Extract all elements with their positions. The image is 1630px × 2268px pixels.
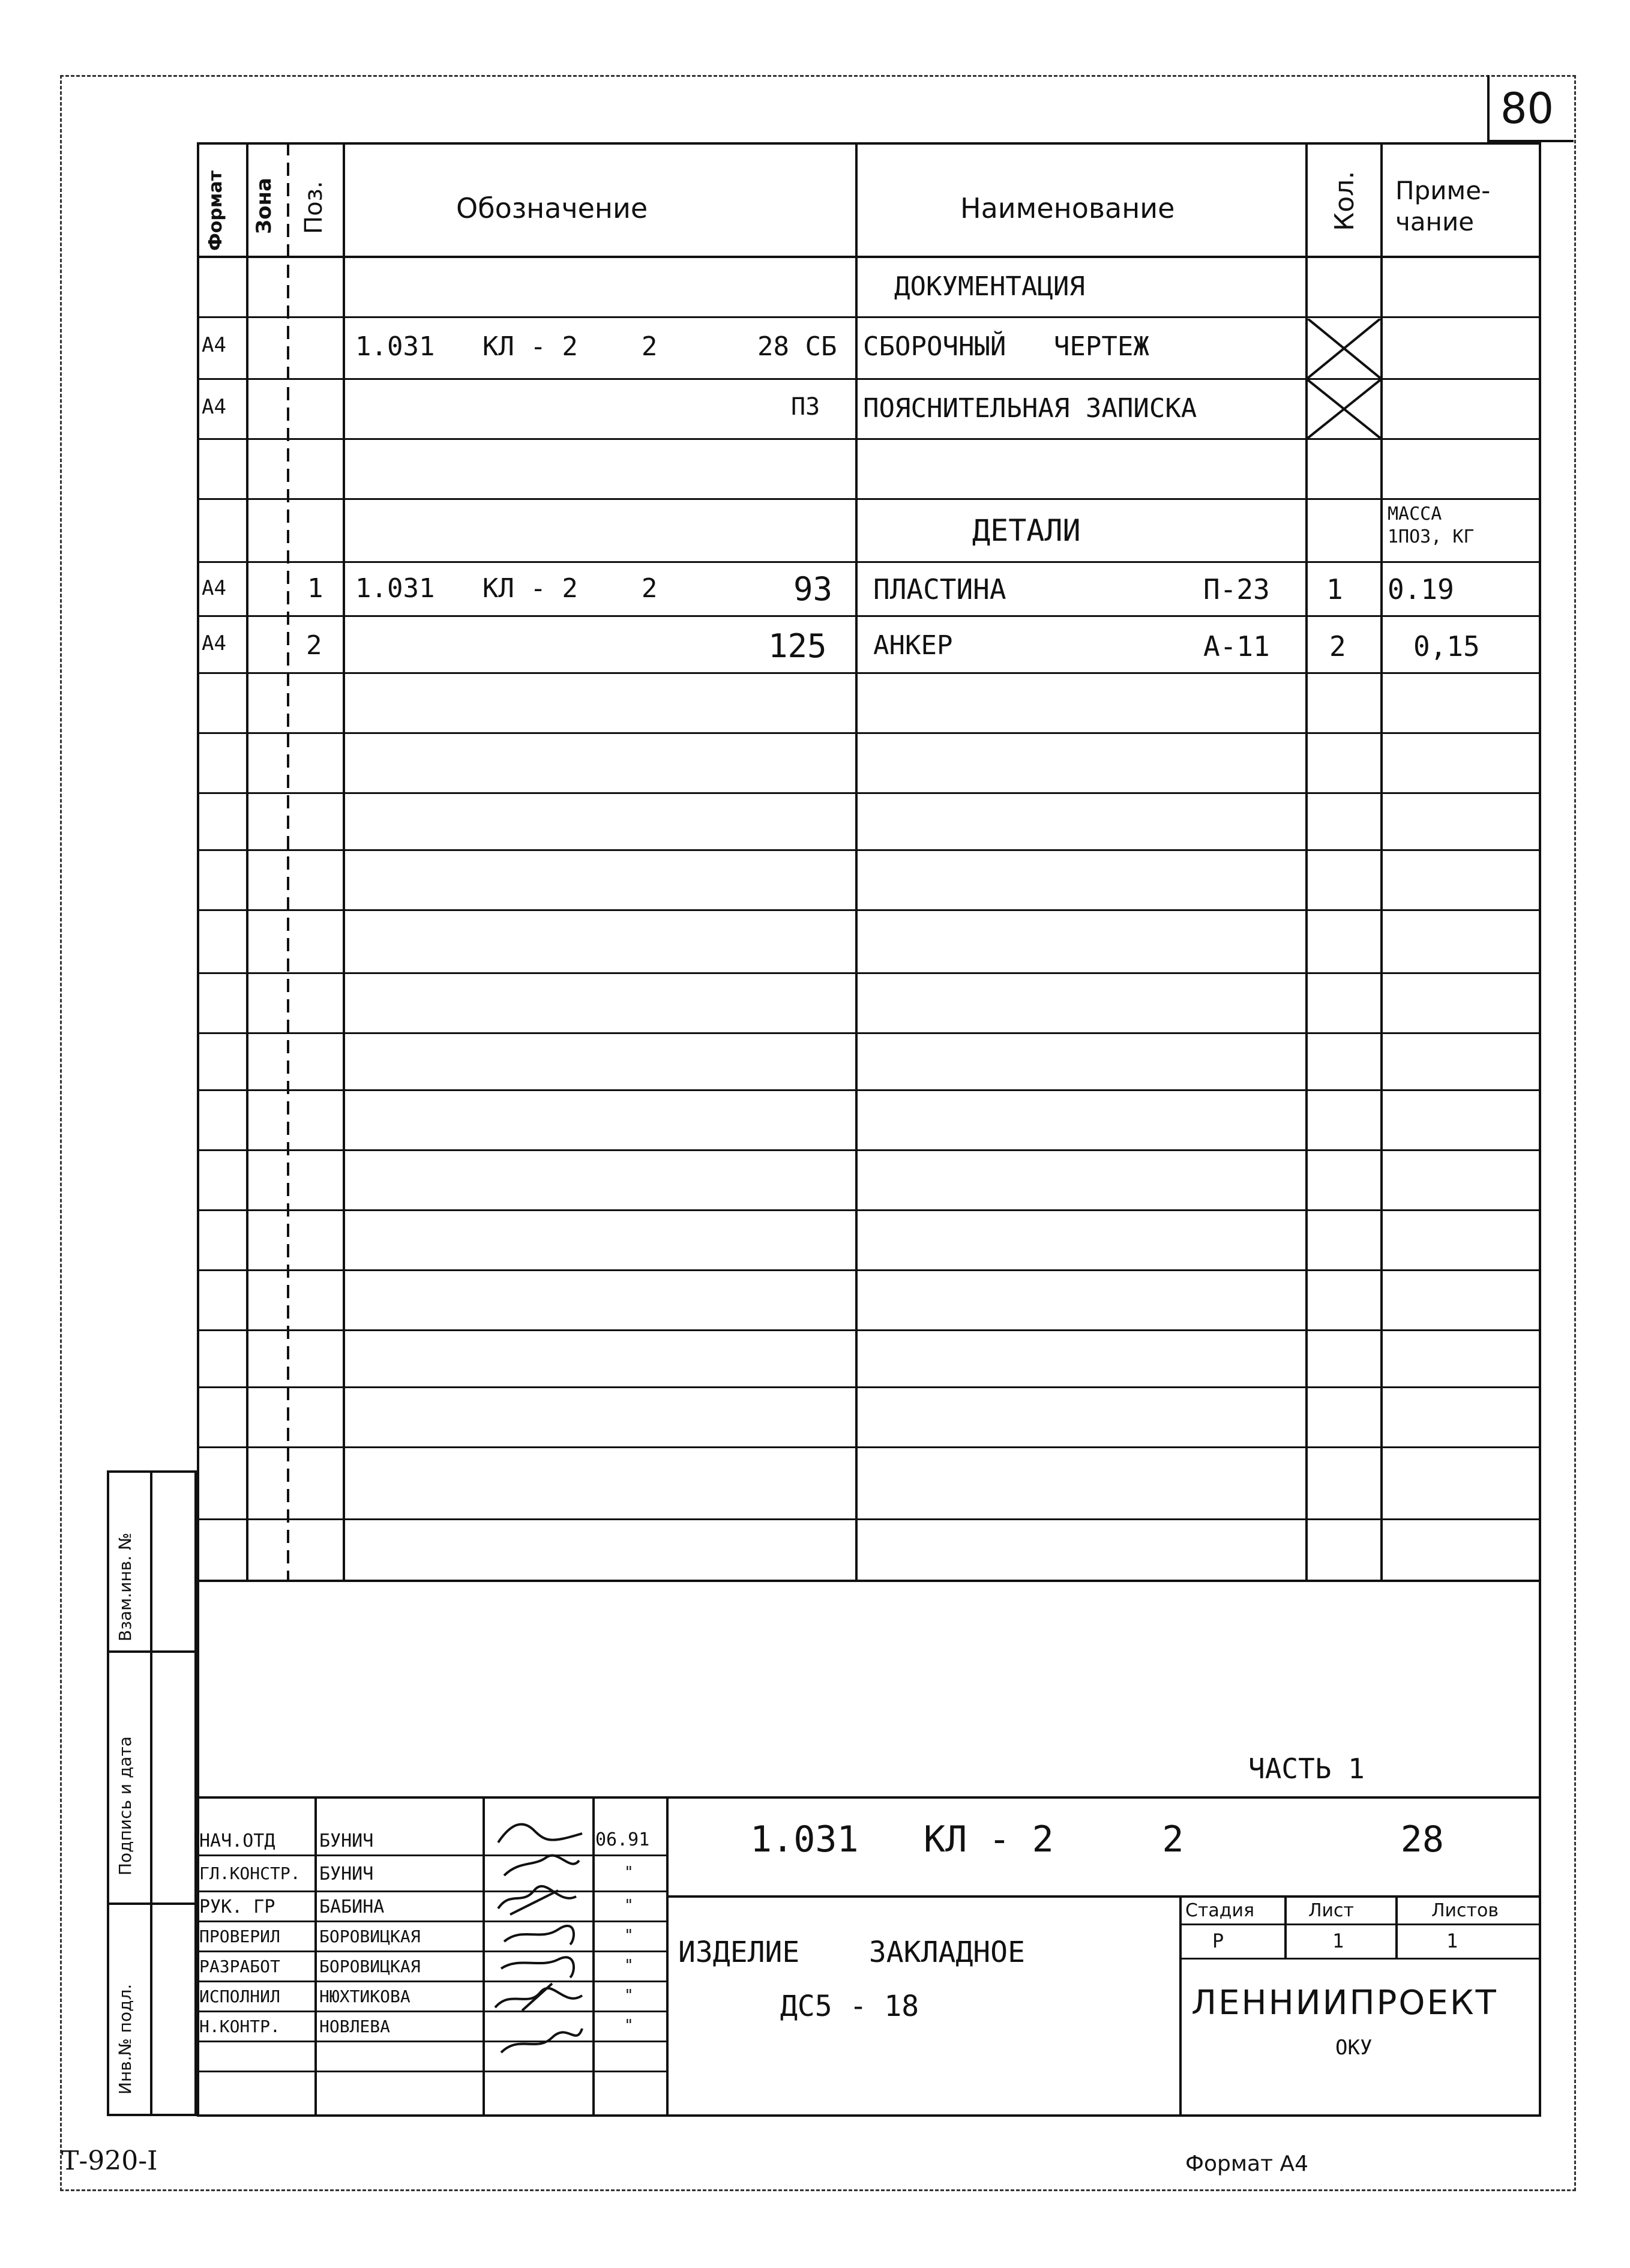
tb-row-line — [197, 1981, 666, 1982]
row-line — [197, 972, 1541, 974]
side-label-podpis: Подпись и дата — [115, 1736, 135, 1875]
tb-stage-label: Стадия — [1185, 1900, 1255, 1921]
tb-person: НОВЛЕВА — [319, 2017, 391, 2036]
tb-row-line — [197, 2011, 666, 2012]
tb-date: " — [624, 1863, 634, 1881]
tb-role: Н.КОНТР. — [199, 2017, 280, 2036]
footer-code: Т-920-I — [61, 2146, 158, 2176]
row-line — [197, 1032, 1541, 1034]
side-label-vzam: Взам.инв. № — [115, 1532, 135, 1641]
row-name: АНКЕР — [873, 630, 953, 661]
row-line — [197, 438, 1541, 440]
tb-row-line — [197, 1854, 666, 1856]
row-line — [197, 1149, 1541, 1151]
header-qty: Кол. — [1329, 170, 1360, 231]
row-name: ПЛАСТИНА — [873, 573, 1006, 606]
part-label: ЧАСТЬ 1 — [1248, 1752, 1365, 1785]
row-designation-suffix: ПЗ — [791, 393, 820, 421]
col-line-3 — [343, 142, 345, 1581]
row-qty: 2 — [1329, 630, 1346, 663]
tb-person: БУНИЧ — [319, 1830, 374, 1851]
tb-sheet-label: Лист — [1308, 1900, 1355, 1921]
tb-person: БОРОВИЦКАЯ — [319, 1957, 421, 1976]
row-line — [197, 498, 1541, 500]
row-format: А4 — [202, 395, 226, 419]
row-line — [197, 615, 1541, 617]
row-line — [197, 672, 1541, 674]
row-line — [197, 909, 1541, 911]
row-format: А4 — [202, 631, 226, 655]
tb-role: ИСПОЛНИЛ — [199, 1987, 280, 2006]
signatures — [486, 1800, 591, 2071]
tb-role: НАЧ.ОТД — [199, 1830, 275, 1851]
row-note-mass-header: МАССА 1ПОЗ, КГ — [1388, 504, 1475, 547]
tb-row-line — [197, 1921, 666, 1922]
tb-product-title-2: ДС5 - 18 — [780, 1990, 919, 2023]
row-name-suffix: П-23 — [1203, 573, 1270, 606]
row-line — [197, 1209, 1541, 1211]
row-qty: 1 — [1326, 573, 1343, 606]
section-details: ДЕТАЛИ — [972, 513, 1081, 548]
tb-stage-line — [1179, 1958, 1541, 1960]
row-format: А4 — [202, 333, 226, 357]
row-name-suffix: А-11 — [1203, 630, 1270, 663]
table-bottom-line — [197, 1580, 1541, 1582]
header-designation: Обозначение — [456, 192, 648, 224]
tb-date: " — [624, 2017, 634, 2035]
tb-stage-line — [1179, 1924, 1541, 1925]
tb-col — [1395, 1895, 1398, 1959]
col-line-2 — [287, 142, 289, 1581]
page-number: 80 — [1500, 84, 1554, 133]
tb-col — [314, 1796, 317, 2117]
col-line-1 — [246, 142, 248, 1581]
tb-row-line — [197, 2041, 666, 2042]
row-designation-suffix: 125 — [768, 627, 827, 665]
tb-person: БУНИЧ — [319, 1863, 374, 1884]
tb-date: 06.91 — [595, 1829, 650, 1850]
row-name: ПОЯСНИТЕЛЬНАЯ ЗАПИСКА — [863, 393, 1197, 424]
header-zone: Зона — [252, 178, 276, 234]
row-line — [197, 849, 1541, 851]
tb-role: ПРОВЕРИЛ — [199, 1927, 280, 1946]
row-note: 0.19 — [1388, 573, 1454, 606]
section-documentation: ДОКУМЕНТАЦИЯ — [894, 271, 1085, 302]
header-name: Наименование — [960, 192, 1175, 224]
row-line — [197, 732, 1541, 734]
row-line — [197, 561, 1541, 563]
tb-date: " — [624, 1927, 634, 1945]
row-note: 0,15 — [1413, 630, 1480, 663]
tb-row-line — [197, 1951, 666, 1952]
tb-role: РУК. ГР — [199, 1897, 275, 1918]
tb-sheets-label: Листов — [1431, 1900, 1499, 1921]
tb-col — [666, 1796, 669, 2117]
tb-person: НЮХТИКОВА — [319, 1987, 411, 2006]
tb-date: " — [624, 1987, 634, 2005]
qty-cross-mark — [1308, 380, 1380, 438]
tb-sheets: 1 — [1446, 1930, 1458, 1952]
side-stamp-row — [107, 1903, 197, 1905]
tb-col — [1284, 1895, 1287, 1959]
header-line — [197, 256, 1541, 258]
qty-cross-mark — [1308, 319, 1380, 378]
footer-format: Формат А4 — [1185, 2152, 1309, 2176]
row-designation-suffix: 28 СБ — [757, 331, 837, 362]
tb-row-line — [197, 1891, 666, 1892]
tb-date: " — [624, 1957, 634, 1975]
title-block-top — [197, 1796, 1541, 1799]
col-line-6 — [1380, 142, 1383, 1581]
row-line — [197, 792, 1541, 794]
row-line — [197, 1269, 1541, 1271]
row-designation: 1.031 КЛ - 2 2 — [355, 331, 658, 362]
row-pos: 1 — [307, 573, 323, 604]
tb-person: БОРОВИЦКАЯ — [319, 1927, 421, 1946]
tb-date: " — [624, 1897, 634, 1915]
tb-dept: ОКУ — [1335, 2036, 1373, 2060]
row-format: А4 — [202, 576, 226, 600]
tb-sheet: 1 — [1332, 1930, 1344, 1952]
row-designation-suffix: 93 — [793, 570, 833, 608]
row-name: СБОРОЧНЫЙ ЧЕРТЕЖ — [863, 331, 1149, 362]
row-pos: 2 — [306, 630, 322, 661]
row-line — [197, 1329, 1541, 1331]
tb-role: РАЗРАБОТ — [199, 1957, 280, 1976]
tb-code: 1.031 КЛ - 2 2 28 — [750, 1818, 1444, 1860]
side-stamp-divider — [150, 1470, 152, 2116]
side-stamp-row — [107, 1650, 197, 1653]
row-line — [197, 1518, 1541, 1520]
row-designation: 1.031 КЛ - 2 2 — [355, 573, 658, 604]
tb-stage: Р — [1212, 1930, 1224, 1952]
tb-product-title-1: ИЗДЕЛИЕ ЗАКЛАДНОЕ — [678, 1936, 1025, 1969]
side-label-inv: Инв.№ подл. — [115, 1984, 135, 2095]
tb-org: ЛЕННИИПРОЕКТ — [1191, 1984, 1498, 2023]
tb-person: БАБИНА — [319, 1897, 385, 1918]
tb-role: ГЛ.КОНСТР. — [199, 1863, 301, 1883]
header-pos: Поз. — [300, 181, 328, 234]
col-line-4 — [855, 142, 858, 1581]
row-line — [197, 316, 1541, 318]
tb-col — [483, 1796, 485, 2117]
row-line — [197, 1446, 1541, 1448]
row-line — [197, 1386, 1541, 1388]
tb-mid-line — [666, 1895, 1541, 1898]
header-format: Формат — [205, 170, 226, 251]
row-line — [197, 1089, 1541, 1091]
header-note: Приме- чание — [1395, 176, 1491, 236]
tb-row-line — [197, 2071, 666, 2072]
tb-col — [1179, 1895, 1182, 2117]
tb-col — [592, 1796, 595, 2117]
